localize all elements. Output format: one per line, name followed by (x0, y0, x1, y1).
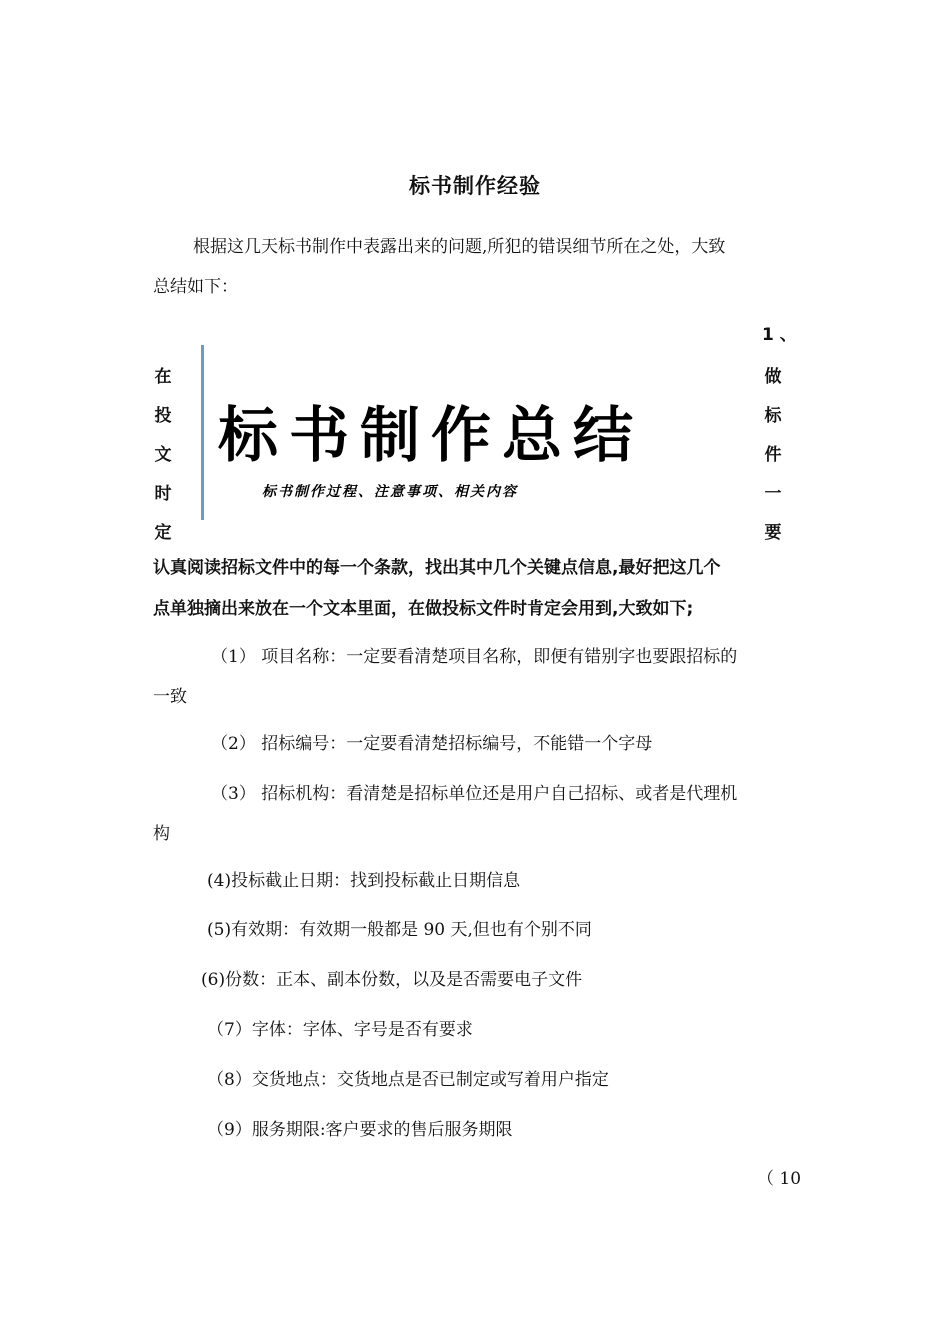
intro-line-2: 总结如下： (153, 277, 238, 297)
right-vertical-char: 一 (764, 484, 782, 504)
intro-line-1: 根据这几天标书制作中表露出来的问题,所犯的错误细节所在之处，大致 (193, 237, 726, 257)
bold-paragraph-line-1: 认真阅读招标文件中的每一个条款，找出其中几个关键点信息,最好把这几个 (153, 558, 721, 578)
list-item-1-cont: 一致 (153, 687, 187, 707)
list-item-10-fragment: （ 10 (757, 1169, 802, 1189)
left-vertical-char: 定 (154, 523, 172, 543)
list-item-3: （3） 招标机构：看清楚是招标单位还是用户自己招标、或者是代理机 (211, 784, 738, 804)
right-vertical-char: 标 (764, 406, 782, 426)
list-item-3-cont: 构 (153, 824, 170, 844)
right-vertical-char: 件 (764, 445, 782, 465)
right-vertical-char: 做 (764, 367, 782, 387)
list-item-5: (5)有效期：有效期一般都是 90 天,但也有个别不同 (207, 920, 592, 940)
list-item-1: （1） 项目名称：一定要看清楚项目名称，即便有错别字也要跟招标的 (211, 647, 738, 667)
bold-paragraph-line-2: 点单独摘出来放在一个文本里面，在做投标文件时肯定会用到,大致如下; (153, 599, 694, 619)
banner-title: 标书制作总结 (218, 401, 644, 471)
list-item-2: （2） 招标编号：一定要看清楚招标编号，不能错一个字母 (211, 734, 653, 754)
banner-subtitle: 标书制作过程、注意事项、相关内容 (262, 484, 518, 500)
left-vertical-char: 时 (154, 484, 172, 504)
page-title: 标书制作经验 (409, 174, 541, 198)
left-vertical-char: 投 (154, 406, 172, 426)
right-vertical-char: 要 (764, 523, 782, 543)
list-item-6: (6)份数：正本、副本份数，以及是否需要电子文件 (201, 970, 583, 990)
list-item-7: （7）字体：字体、字号是否有要求 (207, 1020, 473, 1040)
banner-accent-bar (201, 345, 204, 520)
list-item-8: （8）交货地点：交货地点是否已制定或写着用户指定 (207, 1070, 609, 1090)
left-vertical-char: 在 (154, 367, 172, 387)
list-item-9: （9）服务期限:客户要求的售后服务期限 (207, 1120, 513, 1140)
list-item-4: (4)投标截止日期：找到投标截止日期信息 (207, 871, 521, 891)
section-number: 1 、 (762, 325, 797, 345)
left-vertical-char: 文 (154, 445, 172, 465)
